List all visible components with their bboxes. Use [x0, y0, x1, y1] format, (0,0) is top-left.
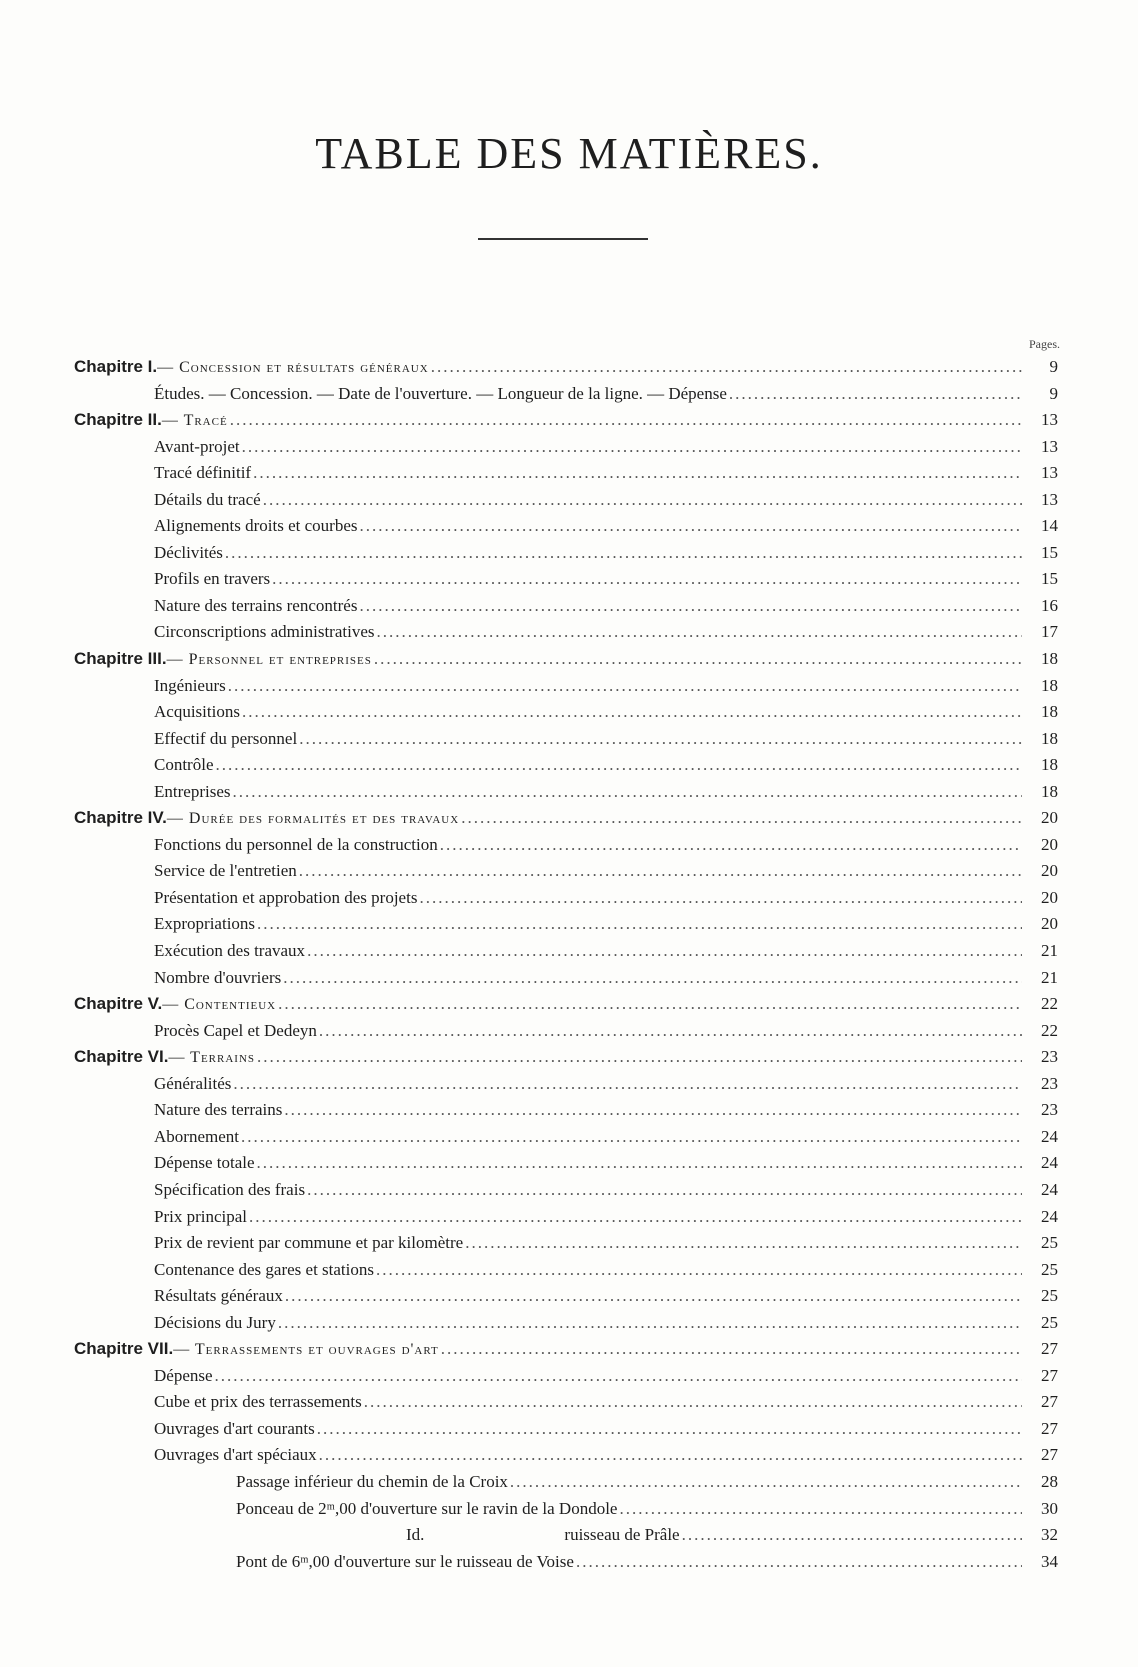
toc-chapter-row [74, 407, 1058, 434]
leader-dots [307, 1177, 1022, 1204]
toc-entry-row [74, 1310, 1058, 1337]
chapter-number: Chapitre II. [74, 410, 162, 430]
toc-entry-row [74, 381, 1058, 408]
page-number: 28 [1041, 1471, 1058, 1491]
toc-entry-row [74, 1230, 1058, 1257]
leader-dots [257, 911, 1022, 938]
entry-title: Fonctions du personnel de la construction [154, 834, 438, 854]
page-number: 13 [1041, 436, 1058, 456]
page-number: 18 [1041, 675, 1058, 695]
page-number: 18 [1041, 781, 1058, 801]
toc-entry-row [74, 1018, 1058, 1045]
chapter-title: — Contentieux [162, 996, 277, 1014]
leader-dots [253, 460, 1022, 487]
entry-title: Ponceau de 2ᵐ,00 d'ouverture sur le ravin de la Dondole [236, 1498, 618, 1518]
chapter-number: Chapitre I. [74, 357, 158, 376]
page-number: 20 [1041, 834, 1058, 854]
toc-entry-row [74, 619, 1058, 646]
entry-title: Ouvrages d'art courants [154, 1418, 315, 1438]
entry-title: Décisions du Jury [154, 1312, 276, 1332]
entry-title: Cube et prix des terrassements [154, 1392, 362, 1412]
page-number: 15 [1041, 542, 1058, 562]
toc-entry-row [74, 858, 1058, 885]
leader-dots [319, 1018, 1022, 1045]
page-number: 27 [1041, 1418, 1058, 1438]
entry-title: Dépense [154, 1365, 213, 1385]
toc-entry-row [74, 434, 1058, 461]
leader-dots [360, 513, 1023, 540]
entry-title: Détails du tracé [154, 489, 261, 509]
leader-dots [225, 540, 1022, 567]
page-number: 23 [1041, 1073, 1058, 1093]
entry-title: Alignements droits et courbes [154, 516, 358, 536]
leader-dots [257, 1044, 1022, 1071]
page-number: 14 [1041, 516, 1058, 536]
chapter-title: — Terrains [168, 1049, 256, 1067]
leader-dots [576, 1549, 1022, 1576]
chapter-number: Chapitre IV. [74, 808, 167, 828]
leader-dots [285, 1283, 1022, 1310]
chapter-number: Chapitre V. [74, 994, 163, 1014]
toc-entry-row [74, 1124, 1058, 1151]
toc-entry-row [74, 965, 1058, 992]
entry-title: Pont de 6ᵐ,00 d'ouverture sur le ruisseau de Voise [236, 1551, 574, 1571]
toc-entry-row [74, 1416, 1058, 1443]
leader-dots [228, 673, 1022, 700]
leader-dots [263, 487, 1022, 514]
toc-entry-row [74, 1549, 1058, 1576]
entry-title: Résultats généraux [154, 1286, 283, 1306]
entry-title: Effectif du personnel [154, 728, 298, 748]
leader-dots [374, 646, 1022, 673]
leader-dots [364, 1389, 1022, 1416]
leader-dots [216, 752, 1023, 779]
page-number: 18 [1041, 728, 1058, 748]
leader-dots [278, 991, 1022, 1018]
leader-dots [440, 832, 1022, 859]
toc-entry-row [74, 540, 1058, 567]
toc-entry-row [74, 699, 1058, 726]
toc-chapter-row [74, 646, 1058, 673]
entry-title: Profils en travers [154, 569, 271, 589]
page-number: 18 [1041, 755, 1058, 775]
entry-title: Spécification des frais [154, 1179, 306, 1199]
entry-title: Déclivités [154, 542, 223, 562]
page-number: 25 [1041, 1233, 1058, 1253]
chapter-number: Chapitre III. [74, 649, 167, 669]
leader-dots [377, 619, 1023, 646]
entry-title: Exécution des travaux [154, 941, 306, 961]
leader-dots [215, 1363, 1022, 1390]
entry-title: Acquisitions [154, 702, 240, 722]
leader-dots [299, 858, 1022, 885]
entry-title: Entreprises [154, 781, 231, 801]
leader-dots [272, 566, 1022, 593]
leader-dots [242, 699, 1022, 726]
page-number: 20 [1041, 914, 1058, 934]
page-number: 25 [1041, 1259, 1058, 1279]
page-number: 32 [1041, 1525, 1058, 1545]
toc-entry-row [74, 726, 1058, 753]
page-number: 24 [1041, 1179, 1058, 1199]
page-number: 13 [1041, 489, 1058, 509]
toc-entry-row [74, 1363, 1058, 1390]
page-number: 22 [1041, 994, 1058, 1014]
toc-entry-row [74, 832, 1058, 859]
leader-dots [241, 1124, 1022, 1151]
toc-entry-row [74, 513, 1058, 540]
page-number: 13 [1041, 463, 1058, 483]
leader-dots [419, 885, 1022, 912]
leader-dots [619, 1496, 1022, 1523]
toc-entry-row [74, 1150, 1058, 1177]
page-number: 30 [1041, 1498, 1058, 1518]
chapter-title: — Tracé [161, 412, 228, 430]
entry-title: Ingénieurs [154, 675, 226, 695]
page-number: 15 [1041, 569, 1058, 589]
toc-entry-row [74, 1071, 1058, 1098]
entry-title: Service de l'entretien [154, 861, 297, 881]
entry-title: Prix de revient par commune et par kilomètre [154, 1233, 464, 1253]
chapter-title: — Personnel et entreprises [166, 651, 372, 669]
leader-dots [461, 805, 1022, 832]
leader-dots [299, 726, 1022, 753]
idem-label: Id. [406, 1525, 425, 1545]
page-number: 23 [1041, 1047, 1058, 1067]
leader-dots [257, 1150, 1022, 1177]
page-number: 27 [1041, 1365, 1058, 1385]
entry-title: Généralités [154, 1073, 232, 1093]
page-number: 9 [1049, 357, 1058, 376]
chapter-title: — Durée des formalités et des travaux [166, 810, 460, 828]
entry-title: ruisseau de Prâle [564, 1525, 680, 1545]
leader-dots [230, 407, 1022, 434]
leader-dots [682, 1522, 1022, 1549]
entry-title: Circonscriptions administratives [154, 622, 375, 642]
entry-title: Nature des terrains [154, 1100, 283, 1120]
page-title: TABLE DES MATIÈRES. [315, 129, 823, 178]
entry-title: Nature des terrains rencontrés [154, 595, 358, 615]
toc-entry-row [74, 460, 1058, 487]
toc-entry-row [74, 1177, 1058, 1204]
toc-entry-row [74, 1283, 1058, 1310]
chapter-number: Chapitre VII. [74, 1339, 174, 1359]
page-number: 27 [1041, 1445, 1058, 1465]
page-number: 27 [1041, 1392, 1058, 1412]
page-number: 34 [1041, 1551, 1058, 1571]
toc-entry-row [74, 779, 1058, 806]
toc-entry-row [74, 487, 1058, 514]
entry-title: Avant-projet [154, 436, 240, 456]
chapter-title: — Terrassements et ouvrages d'art [173, 1341, 439, 1359]
pages-column-label: Pages. [1029, 337, 1060, 351]
leader-dots [284, 1097, 1022, 1124]
leader-dots [319, 1442, 1022, 1469]
leader-dots [729, 381, 1022, 408]
entry-title: Prix principal [154, 1206, 248, 1226]
leader-dots [465, 1230, 1022, 1257]
toc-entry-row [74, 1097, 1058, 1124]
table-of-contents [74, 354, 1058, 1575]
toc-entry-row [74, 752, 1058, 779]
page-number: 18 [1041, 649, 1058, 669]
toc-entry-row [74, 938, 1058, 965]
toc-entry-row [74, 566, 1058, 593]
leader-dots [283, 965, 1022, 992]
toc-entry-row [74, 673, 1058, 700]
entry-title: Études. — Concession. — Date de l'ouverture. — Longueur de la ligne. — Dépense [154, 383, 727, 403]
leader-dots [359, 593, 1022, 620]
toc-entry-row [74, 911, 1058, 938]
page-number: 9 [1049, 383, 1058, 403]
entry-title: Contrôle [154, 755, 214, 775]
leader-dots [242, 434, 1022, 461]
page-number: 21 [1041, 941, 1058, 961]
toc-chapter-row [74, 1044, 1058, 1071]
page-number: 20 [1041, 808, 1058, 828]
entry-title: Présentation et approbation des projets [154, 887, 418, 907]
page-number: 25 [1041, 1286, 1058, 1306]
toc-chapter-row [74, 1336, 1058, 1363]
toc-entry-row [74, 1496, 1058, 1523]
toc-entry-row [74, 1257, 1058, 1284]
page-number: 22 [1041, 1020, 1058, 1040]
entry-title: Dépense totale [154, 1153, 255, 1173]
page-number: 18 [1041, 702, 1058, 722]
page-number: 27 [1041, 1339, 1058, 1359]
toc-chapter-row [74, 805, 1058, 832]
page-number: 24 [1041, 1206, 1058, 1226]
leader-dots [278, 1310, 1022, 1337]
leader-dots [376, 1257, 1022, 1284]
toc-chapter-row [74, 991, 1058, 1018]
toc-chapter-row [74, 354, 1058, 381]
page-number: 17 [1041, 622, 1058, 642]
toc-entry-row [74, 1442, 1058, 1469]
entry-title: Procès Capel et Dedeyn [154, 1020, 317, 1040]
entry-title: Nombre d'ouvriers [154, 967, 282, 987]
entry-title: Abornement [154, 1126, 239, 1146]
entry-title: Contenance des gares et stations [154, 1259, 374, 1279]
toc-entry-row [74, 1469, 1058, 1496]
toc-entry-row [74, 1522, 1058, 1549]
page-number: 24 [1041, 1126, 1058, 1146]
leader-dots [441, 1336, 1022, 1363]
leader-dots [317, 1416, 1022, 1443]
page-number: 24 [1041, 1153, 1058, 1173]
entry-title: Expropriations [154, 914, 256, 934]
leader-dots [233, 1071, 1022, 1098]
page-number: 20 [1041, 887, 1058, 907]
toc-entry-row [74, 885, 1058, 912]
leader-dots [510, 1469, 1022, 1496]
leader-dots [249, 1204, 1022, 1231]
entry-title: Passage inférieur du chemin de la Croix [236, 1471, 508, 1491]
page-number: 16 [1041, 595, 1058, 615]
entry-title: Ouvrages d'art spéciaux [154, 1445, 317, 1465]
page-number: 13 [1041, 410, 1058, 430]
leader-dots [232, 779, 1022, 806]
entry-title: Tracé définitif [154, 463, 252, 483]
page-number: 20 [1041, 861, 1058, 881]
chapter-title: — Concession et résultats généraux [157, 359, 429, 376]
toc-entry-row [74, 1389, 1058, 1416]
title-rule [478, 238, 648, 240]
leader-dots [431, 354, 1022, 381]
chapter-number: Chapitre VI. [74, 1047, 169, 1067]
leader-dots [307, 938, 1022, 965]
toc-entry-row [74, 1204, 1058, 1231]
toc-entry-row [74, 593, 1058, 620]
page-number: 25 [1041, 1312, 1058, 1332]
page-number: 23 [1041, 1100, 1058, 1120]
page-number: 21 [1041, 967, 1058, 987]
